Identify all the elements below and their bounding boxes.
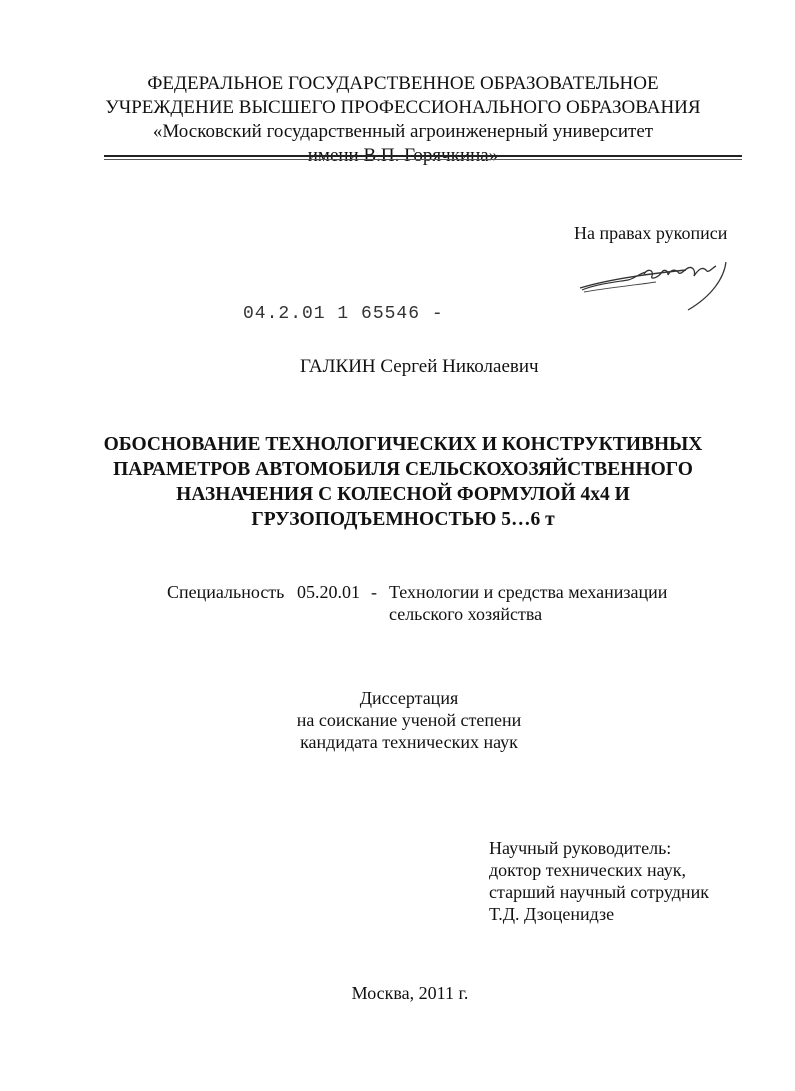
author-name: ГАЛКИН Сергей Николаевич bbox=[300, 356, 539, 377]
supervisor-block bbox=[489, 837, 709, 925]
dissertation-line-1: Диссертация bbox=[359, 688, 459, 708]
institution-line-1: ФЕДЕРАЛЬНОЕ ГОСУДАРСТВЕННОЕ ОБРАЗОВАТЕЛЬНОЕ bbox=[147, 73, 659, 94]
title-line-3: НАЗНАЧЕНИЯ С КОЛЕСНОЙ ФОРМУЛОЙ 4х4 И bbox=[176, 484, 630, 505]
rights-note: На правах рукописи bbox=[574, 223, 728, 243]
city-year: Москва, 2011 г. bbox=[351, 983, 469, 1003]
specialty-label: Специальность bbox=[167, 582, 285, 602]
title-line-1: ОБОСНОВАНИЕ ТЕХНОЛОГИЧЕСКИХ И КОНСТРУКТИВНЫХ bbox=[103, 434, 703, 455]
specialty-code: 05.20.01 bbox=[297, 582, 360, 602]
dissertation-title bbox=[0, 432, 795, 532]
institution-header bbox=[0, 72, 795, 168]
dissertation-line-2: на соискание ученой степени bbox=[296, 710, 522, 730]
title-line-4: ГРУЗОПОДЪЕМНОСТЬЮ 5…6 т bbox=[251, 509, 555, 530]
specialty-name-line-2: сельского хозяйства bbox=[389, 604, 543, 624]
dissertation-line-3: кандидата технических наук bbox=[300, 732, 518, 752]
supervisor-line-1: Научный руководитель: bbox=[489, 838, 672, 858]
institution-line-4: имени В.П. Горячкина» bbox=[307, 145, 499, 166]
header-divider-thick bbox=[104, 155, 742, 157]
dissertation-degree-block bbox=[0, 687, 795, 753]
handwritten-signature bbox=[576, 252, 736, 314]
supervisor-line-3: старший научный сотрудник bbox=[489, 882, 709, 902]
specialty-dash: - bbox=[371, 582, 377, 602]
specialty-name-line-1: Технологии и средства механизации bbox=[389, 582, 668, 602]
institution-line-2: УЧРЕЖДЕНИЕ ВЫСШЕГО ПРОФЕССИОНАЛЬНОГО ОБРАЗОВАНИЯ bbox=[105, 97, 701, 118]
title-line-2: ПАРАМЕТРОВ АВТОМОБИЛЯ СЕЛЬСКОХОЗЯЙСТВЕННОГО bbox=[113, 459, 693, 480]
supervisor-line-2: доктор технических наук, bbox=[489, 860, 686, 880]
registration-stamp-number: 04.2.01 1 65546 - bbox=[243, 304, 444, 324]
supervisor-line-4: Т.Д. Дзоценидзе bbox=[489, 904, 615, 924]
header-divider-thin bbox=[104, 159, 742, 160]
institution-line-3: «Московский государственный агроинженерный университет bbox=[152, 121, 654, 142]
